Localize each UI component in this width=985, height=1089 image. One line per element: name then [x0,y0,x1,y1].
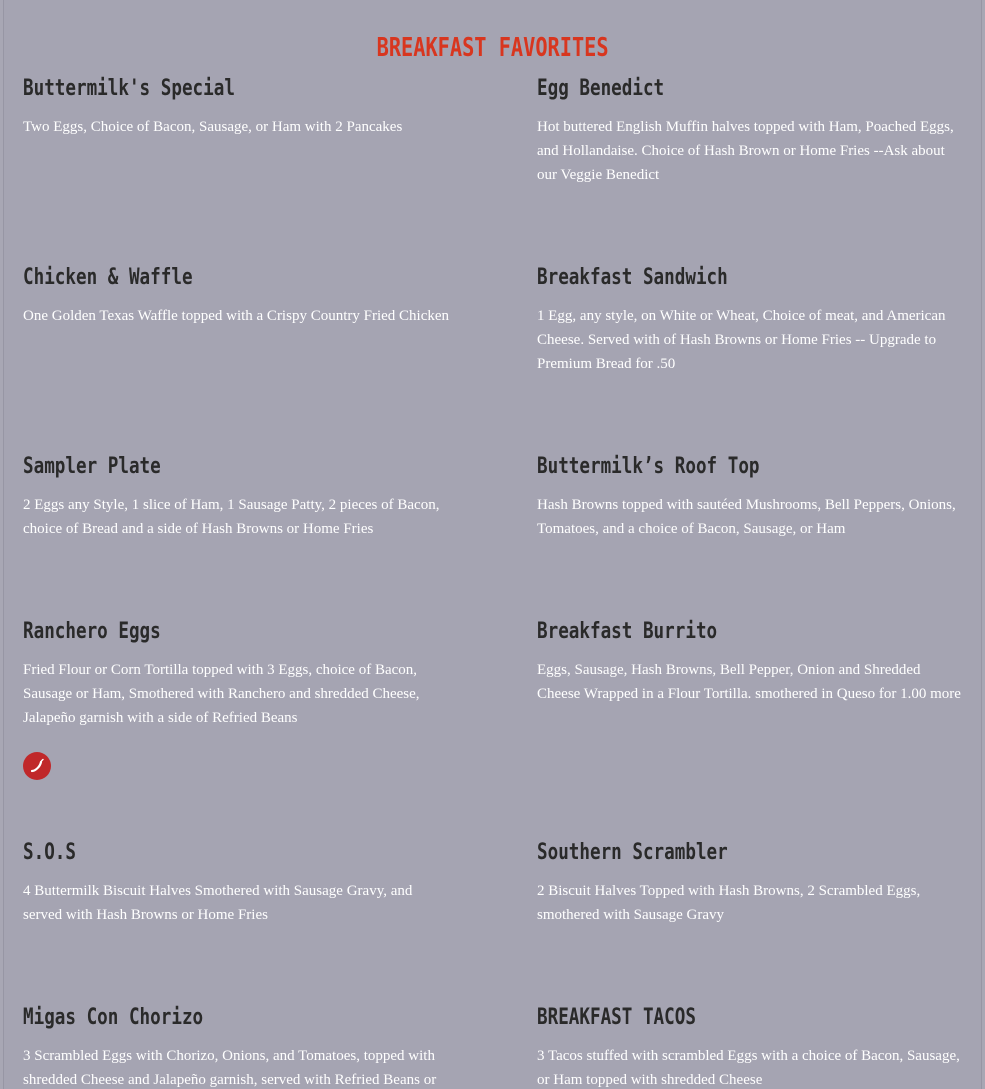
menu-item [23,263,453,328]
menu-item [537,838,965,927]
menu-item-description: 2 Eggs any Style, 1 slice of Ham, 1 Sausage Patty, 2 pieces of Bacon, choice of Bread and a side of Hash Browns or Home Fries [23,497,440,537]
menu-item [537,617,965,706]
menu-item-description: 3 Tacos stuffed with scrambled Eggs with a choice of Bacon, Sausage, or Ham topped with shredded Cheese [537,1048,960,1088]
menu-item-name: Chicken & Waffle [23,265,193,290]
menu-item-description: 4 Buttermilk Biscuit Halves Smothered with Sausage Gravy, and served with Hash Browns or Home Fries [23,883,413,923]
menu-item-name: Sampler Plate [23,454,161,479]
menu-item [537,263,965,376]
menu-item [23,838,453,927]
chili-pepper-icon [23,752,51,780]
menu-item-description: Hot buttered English Muffin halves topped with Ham, Poached Eggs, and Hollandaise. Choice of Hash Brown or Home Fries --Ask about our Veggie Benedict [537,119,954,183]
menu-item-name: Buttermilk's Special [23,76,235,101]
menu-item-description: Two Eggs, Choice of Bacon, Sausage, or Ham with 2 Pancakes [23,119,403,135]
menu-item-description: One Golden Texas Waffle topped with a Crispy Country Fried Chicken [23,308,450,324]
menu-item [23,74,453,139]
menu-item-description: 1 Egg, any style, on White or Wheat, Choice of meat, and American Cheese. Served with of Hash Browns or Home Fries -- Upgrade to Premium Bread for .50 [537,308,946,372]
menu-item-name: Southern Scrambler [537,840,728,865]
menu-item [537,1003,965,1089]
menu-item-description: 2 Biscuit Halves Topped with Hash Browns, 2 Scrambled Eggs, smothered with Sausage Gravy [537,883,921,923]
menu-item-name: S.O.S [23,840,76,865]
menu-item-name: Egg Benedict [537,76,665,101]
menu-item-description: 3 Scrambled Eggs with Chorizo, Onions, and Tomatoes, topped with shredded Cheese and Jalapeño garnish, served with Refried Beans or [23,1048,437,1088]
menu-item-name: Ranchero Eggs [23,619,161,644]
menu-item-name: Breakfast Burrito [537,619,718,644]
menu-item-name: Breakfast Sandwich [537,265,728,290]
menu-item-name: Migas Con Chorizo [23,1005,204,1030]
menu-item-name: BREAKFAST TACOS [537,1005,696,1030]
menu-item-description: Fried Flour or Corn Tortilla topped with 3 Eggs, choice of Bacon, Sausage or Ham, Smothered with Ranchero and shredded Cheese, Jalapeño garnish with a side of Refried Beans [23,662,420,726]
menu-item-name: Buttermilk’s Roof Top [537,454,760,479]
menu-item-description: Hash Browns topped with sautéed Mushrooms, Bell Peppers, Onions, Tomatoes, and a choice of Bacon, Sausage, or Ham [537,497,956,537]
menu-item [23,617,453,730]
menu-item [537,452,965,541]
menu-item-description: Eggs, Sausage, Hash Browns, Bell Pepper, Onion and Shredded Cheese Wrapped in a Flour Tortilla. smothered in Queso for 1.00 more [537,662,961,702]
page-title: BREAKFAST FAVORITES [376,33,609,64]
menu-item [23,452,453,541]
menu-item [23,1003,453,1089]
menu-item [537,74,965,187]
